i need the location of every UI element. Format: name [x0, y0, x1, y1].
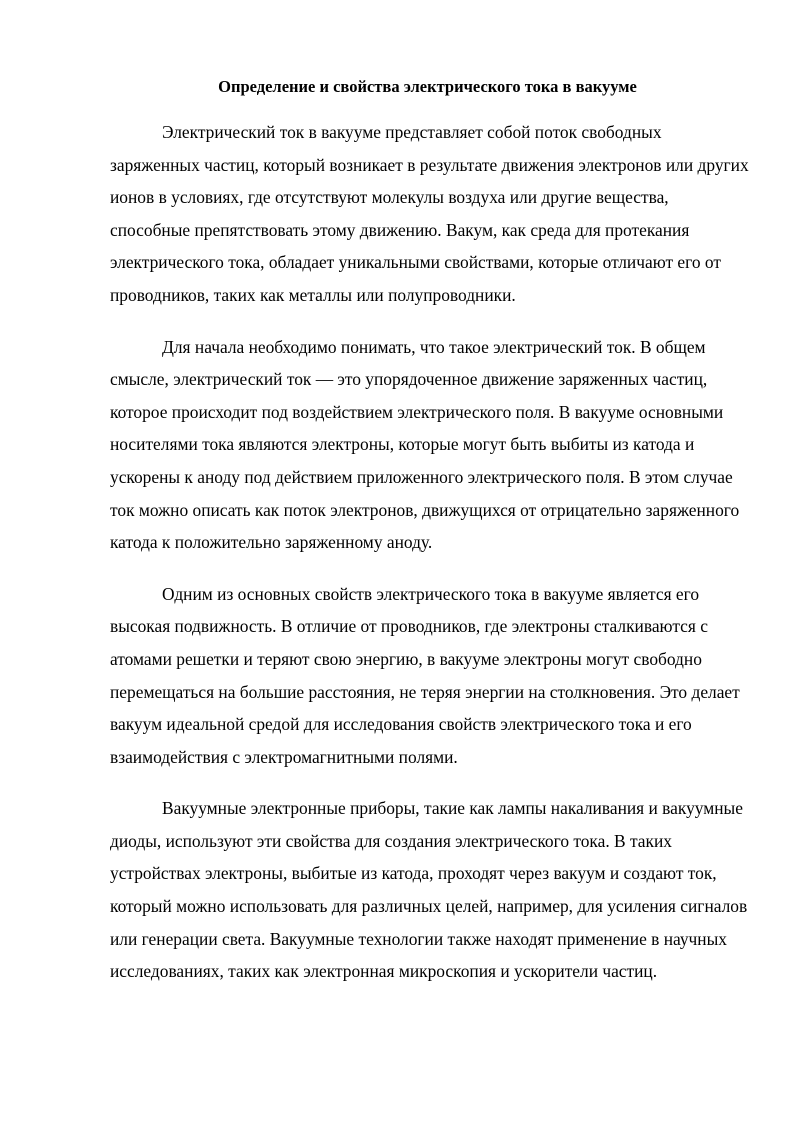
paragraph-4: Вакуумные электронные приборы, такие как лампы накаливания и вакуумные диоды, используют эти свойства для создания электрического тока. В таких устройствах электроны, выбитые из катода, проходят через вакуум и создают ток, который можно использовать для различных целей, например, для усиления сигналов или генерации света. Вакуумные технологии также находят применение в научных исследованиях, таких как электронная микроскопия и ускорители частиц.: [110, 798, 748, 982]
paragraph-2: Для начала необходимо понимать, что такое электрический ток. В общем смысле, электрический ток — это упорядоченное движение заряженных частиц, которое происходит под воздействием электрического поля. В вакууме основными носителями тока являются электроны, которые могут быть выбиты из катода и ускорены к аноду под действием приложенного электрического поля. В этом случае ток можно описать как поток электронов, движущихся от отрицательно заряженного катода к положительно заряженному аноду.: [110, 336, 740, 553]
document-body: [110, 116, 750, 1007]
document-title: Определение и свойства электрического тока в вакууме: [218, 77, 637, 96]
paragraph-1: Электрический ток в вакууме представляет собой поток свободных заряженных частиц, который возникает в результате движения электронов или других ионов в условиях, где отсутствуют молекулы воздуха или другие вещества, способные препятствовать этому движению. Вакум, как среда для протекания электрического тока, обладает уникальными свойствами, которые отличают его от проводников, таких как металлы или полупроводники.: [110, 122, 749, 305]
paragraph-3: Одним из основных свойств электрического тока в вакууме является его высокая подвижность. В отличие от проводников, где электроны сталкиваются с атомами решетки и теряют свою энергию, в вакууме электроны могут свободно перемещаться на большие расстояния, не теряя энергии на столкновения. Это делает вакуум идеальной средой для исследования свойств электрического тока и его взаимодействия с электромагнитными полями.: [110, 583, 740, 767]
